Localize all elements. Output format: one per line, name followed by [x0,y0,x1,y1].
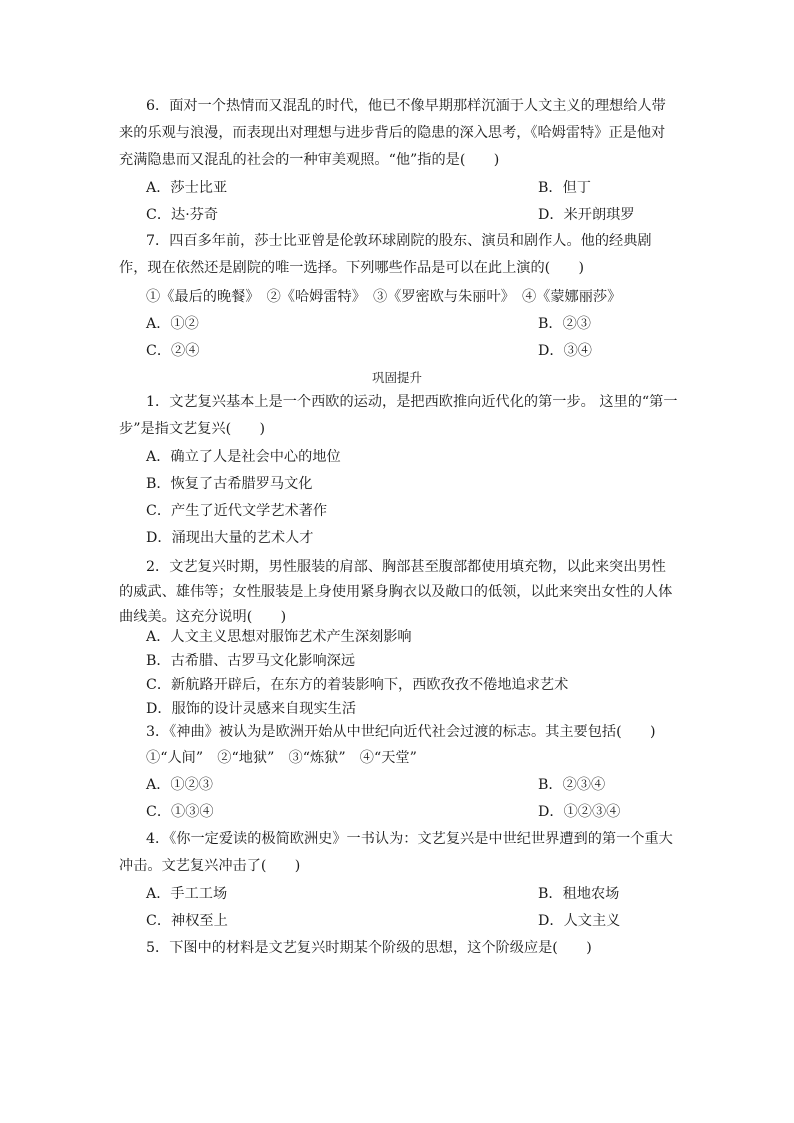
exercise-1-option-c: C．产生了近代文学艺术著作 [146,503,328,519]
exercise-4-option-b: B．租地农场 [538,886,620,902]
exercise-1-option-a: A．确立了人是社会中心的地位 [146,449,341,465]
exercise-1-stem: 1．文艺复兴基本上是一个西欧的运动，是把西欧推向近代化的第一步。 这里的“第一步”是指文艺复兴( ) [119,394,678,437]
question-7-option-c: C．②④ [146,343,200,359]
question-6-option-b: B．但丁 [538,180,591,196]
exercise-2-option-b: B．古希腊、古罗马文化影响深远 [146,653,356,669]
exercise-4-option-d: D．人文主义 [538,913,621,929]
question-6-option-c: C．达·芬奇 [146,207,219,223]
exercise-3-option-d: D．①②③④ [538,804,621,820]
question-6-option-a: A．莎士比亚 [146,180,228,196]
question-7-option-d: D．③④ [538,343,592,359]
exercise-3-option-b: B．②③④ [538,777,606,793]
section-title: 巩固提升 [371,370,422,385]
question-7-option-a: A．①② [146,316,199,332]
exercise-4-option-a: A．手工工场 [146,886,228,902]
exercise-2-option-a: A．人文主义思想对服饰艺术产生深刻影响 [146,629,412,645]
exercise-1-option-d: D．涌现出大量的艺术人才 [146,530,314,546]
exercise-3-option-a: A．①②③ [146,777,213,793]
exercise-3-items: ①“人间” ②“地狱” ③“炼狱” ④“天堂” [146,750,417,766]
exercise-5-stem: 5．下图中的材料是文艺复兴时期某个阶级的思想，这个阶级应是( ) [146,940,592,956]
exercise-3-stem: 3．《神曲》被认为是欧洲开始从中世纪向近代社会过渡的标志。其主要包括( ) [146,724,656,740]
question-6-stem: 6．面对一个热情而又混乱的时代，他已不像早期那样沉湎于人文主义的理想给人带来的乐观与浪漫，而表现出对理想与进步背后的隐患的深入思考，《哈姆雷特》正是他对充满隐患而又混乱的社会的一种审美观照。“他”指的是( ) [119,98,666,168]
question-7-items: ①《最后的晚餐》 ②《哈姆雷特》 ③《罗密欧与朱丽叶》 ④《蒙娜丽莎》 [146,289,622,305]
question-6-option-d: D．米开朗琪罗 [538,207,635,223]
exercise-2-option-d: D．服饰的设计灵感来自现实生活 [146,701,357,717]
exercise-2-option-c: C．新航路开辟后，在东方的着装影响下，西欧孜孜不倦地追求艺术 [146,677,569,693]
exercise-1-option-b: B．恢复了古希腊罗马文化 [146,476,313,492]
exercise-3-option-c: C．①③④ [146,804,214,820]
exercise-4-stem: 4．《你一定爱读的极简欧洲史》一书认为：文艺复兴是中世纪世界遭到的第一个重大冲击。文艺复兴冲击了( ) [119,831,673,874]
exercise-4-option-c: C．神权至上 [146,913,228,929]
question-7-option-b: B．②③ [538,316,591,332]
exercise-2-stem: 2．文艺复兴时期，男性服装的肩部、胸部甚至腹部都使用填充物，以此来突出男性的威武、雄伟等；女性服装是上身使用紧身胸衣以及敞口的低领，以此来突出女性的人体曲线美。这充分说明( ) [119,559,673,625]
question-7-stem: 7．四百多年前，莎士比亚曾是伦敦环球剧院的股东、演员和剧作人。他的经典剧作，现在依然还是剧院的唯一选择。下列哪些作品是可以在此上演的( ) [119,233,652,276]
